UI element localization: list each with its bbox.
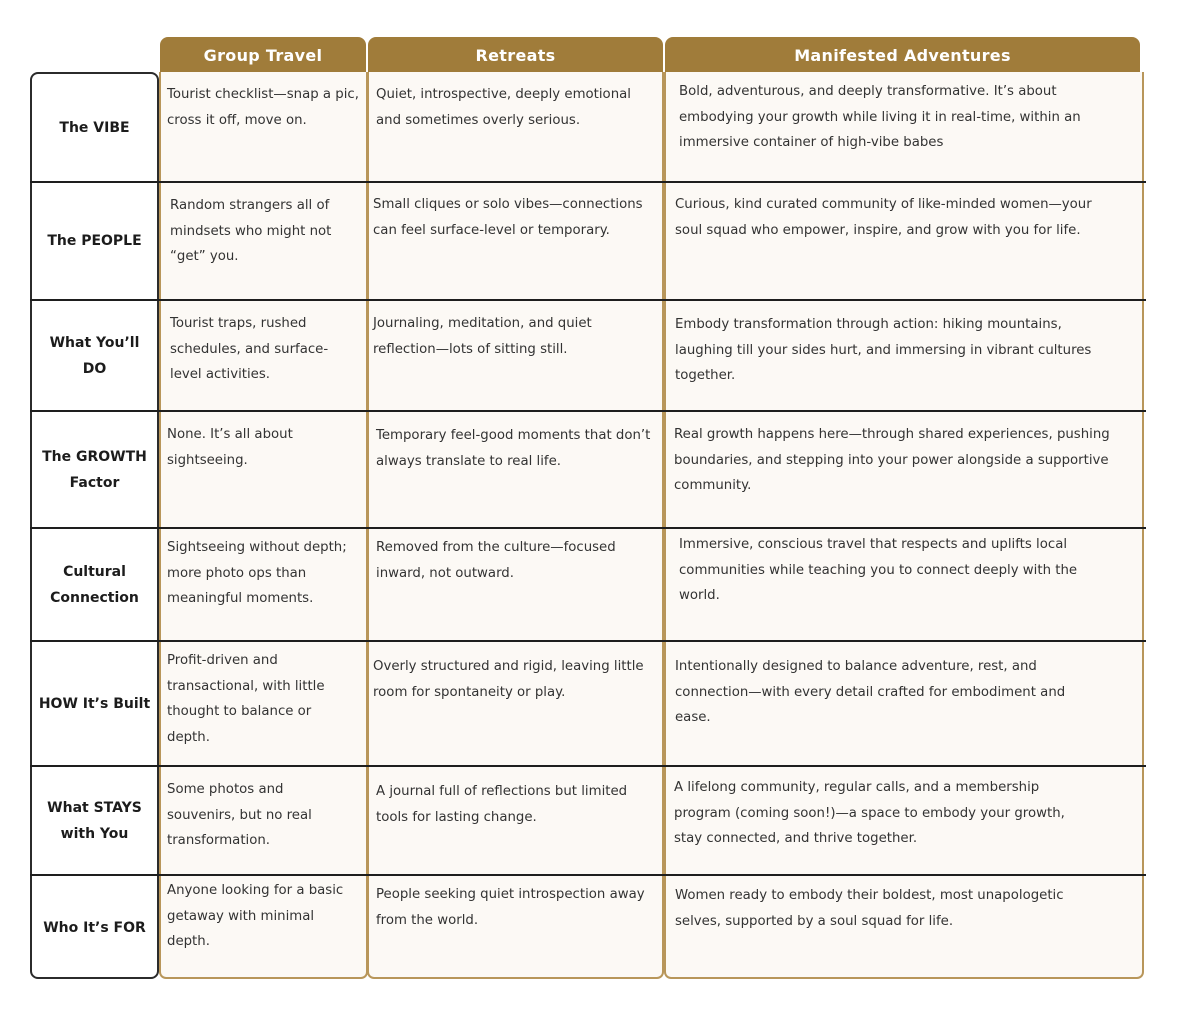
row-label-do: What You’ll DO (49, 334, 140, 377)
row-label-how: HOW It’s Built (38, 695, 151, 712)
cell-how-group-travel: Profit-driven and transactional, with little thought to balance or depth. (167, 653, 325, 745)
row-label-stays: What STAYS with You (47, 799, 142, 842)
cell-cultural-group-travel: Sightseeing without depth; more photo ops than meaningful moments. (167, 540, 347, 606)
row-divider (30, 299, 1146, 301)
cell-growth-retreats: Temporary feel-good moments that don’t always translate to real life. (376, 428, 651, 469)
cell-do-group-travel: Tourist traps, rushed schedules, and surface-level activities. (170, 316, 329, 382)
cell-stays-group-travel: Some photos and souvenirs, but no real transformation. (167, 782, 312, 848)
row-divider (30, 181, 1146, 183)
row-label-for: Who It’s FOR (43, 919, 146, 936)
cell-vibe-group-travel: Tourist checklist—snap a pic, cross it off, move on. (167, 87, 359, 128)
cell-people-group-travel: Random strangers all of mindsets who might not “get” you. (170, 198, 332, 264)
row-label-growth: The GROWTH Factor (42, 448, 147, 491)
row-divider (30, 765, 1146, 767)
row-label-people: The PEOPLE (47, 233, 142, 249)
column-header-manifested-adventures: Manifested Adventures (665, 37, 1140, 73)
row-divider (30, 410, 1146, 412)
row-divider (30, 640, 1146, 642)
cell-for-group-travel: Anyone looking for a basic getaway with minimal depth. (167, 883, 344, 949)
cell-people-manifested: Curious, kind curated community of like-minded women—your soul squad who empower, inspire, and grow with you for life. (675, 197, 1092, 238)
cell-for-manifested: Women ready to embody their boldest, most unapologetic selves, supported by a soul squad for life. (675, 888, 1064, 929)
cell-growth-manifested: Real growth happens here—through shared experiences, pushing boundaries, and stepping into your power alongside a supportive community. (674, 427, 1110, 493)
row-label-vibe: The VIBE (59, 119, 130, 136)
column-header-retreats: Retreats (368, 37, 663, 73)
cell-do-retreats: Journaling, meditation, and quiet reflection—lots of sitting still. (373, 316, 592, 357)
row-divider (30, 527, 1146, 529)
row-divider (30, 874, 1146, 876)
cell-for-retreats: People seeking quiet introspection away from the world. (376, 887, 645, 928)
cell-how-retreats: Overly structured and rigid, leaving little room for spontaneity or play. (373, 659, 644, 700)
cell-stays-retreats: A journal full of reflections but limited tools for lasting change. (376, 784, 628, 825)
cell-vibe-manifested: Bold, adventurous, and deeply transformative. It’s about embodying your growth while living it in real-time, within an immersive container of high-vibe babes (679, 84, 1081, 150)
cell-people-retreats: Small cliques or solo vibes—connections can feel surface-level or temporary. (373, 197, 643, 238)
cell-vibe-retreats: Quiet, introspective, deeply emotional and sometimes overly serious. (376, 87, 631, 128)
cell-stays-manifested: A lifelong community, regular calls, and a membership program (coming soon!)—a space to embody your growth, stay connected, and thrive together. (674, 780, 1065, 846)
cell-cultural-manifested: Immersive, conscious travel that respects and uplifts local communities while teaching you to connect deeply with the world. (679, 537, 1078, 603)
cell-do-manifested: Embody transformation through action: hiking mountains, laughing till your sides hurt, and immersing in vibrant cultures together. (675, 317, 1092, 383)
column-header-group-travel: Group Travel (160, 37, 366, 73)
row-label-cultural: Cultural Connection (50, 563, 139, 606)
cell-cultural-retreats: Removed from the culture—focused inward, not outward. (376, 540, 616, 581)
cell-growth-group-travel: None. It’s all about sightseeing. (167, 427, 293, 468)
cell-how-manifested: Intentionally designed to balance adventure, rest, and connection—with every detail crafted for embodiment and ease. (675, 659, 1066, 725)
